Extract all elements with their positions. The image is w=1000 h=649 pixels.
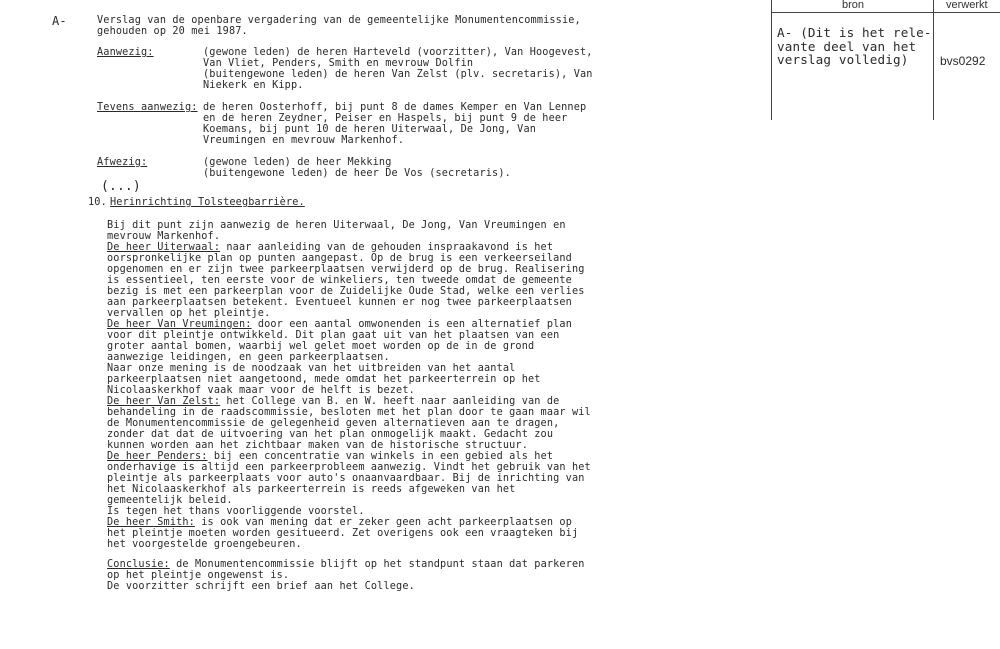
- body-line: groter aantal bomen, waarbij wel gelet moet worden op de in de grond: [107, 341, 535, 352]
- present-line: Van Vliet, Penders, Smith en mevrouw Dolfin: [203, 58, 474, 69]
- speaker-statement: [107, 396, 559, 407]
- present-label: Aanwezig:: [97, 47, 154, 58]
- body-line: Nicolaaskerkhof vaak maar voor de helft is bezet.: [107, 385, 415, 396]
- document-code: bvs0292: [940, 54, 986, 68]
- body-line: Is tegen het thans voorliggende voorstel.: [107, 506, 365, 517]
- report-title-line2: gehouden op 20 mei 1987.: [97, 26, 248, 37]
- statement-text: door een aantal omwonenden is een alternatief plan: [251, 319, 572, 330]
- body-line: voor dit pleintje ontwikkeld. Dit plan gaat uit van het plaatsen van een: [107, 330, 560, 341]
- body-line: De voorzitter schrijft een brief aan het College.: [107, 581, 415, 592]
- body-line: bezig is met een parkeerplan voor de Zuidelijke Oude Stad, welke een verlies: [107, 286, 585, 297]
- body-line: aanwezige leidingen, en geen parkeerplaatsen.: [107, 352, 390, 363]
- present-line: (buitengewone leden) de heren Van Zelst (plv. secretaris), Van: [203, 69, 593, 80]
- statement-text: de Monumentencommissie blijft op het standpunt staan dat parkeren: [169, 559, 585, 570]
- speaker-statement: [107, 242, 553, 253]
- body-line: Naar onze mening is de noodzaak van het uitbreiden van het aantal: [107, 363, 516, 374]
- also-present-line: Koemans, bij punt 10 de heren Uiterwaal, De Jong, Van: [203, 124, 537, 135]
- statement-text: het College van B. en W. heeft naar aanleiding van de: [220, 396, 560, 407]
- present-line: (gewone leden) de heren Harteveld (voorzitter), Van Hoogevest,: [203, 47, 593, 58]
- speaker-name: De heer Van Vreumingen:: [107, 319, 252, 330]
- item-title: Herinrichting Tolsteegbarrière.: [110, 197, 305, 208]
- statement-text: naar aanleiding van de gehouden inspraakavond is het: [220, 242, 554, 253]
- speaker-statement: [107, 319, 572, 330]
- section-marker: A-: [52, 14, 67, 28]
- body-line: mevrouw Markenhof.: [107, 231, 221, 242]
- statement-text: is ook van mening dat er zeker geen acht parkeerplaatsen op: [194, 517, 572, 528]
- speaker-name: De heer Penders:: [107, 451, 208, 462]
- box-header-divider: [771, 12, 1000, 13]
- body-line: het voorgestelde groengebeuren.: [107, 539, 302, 550]
- present-line: Niekerk en Kipp.: [203, 80, 304, 91]
- box-left-border: [771, 0, 772, 120]
- speaker-name: De heer Van Zelst:: [107, 396, 221, 407]
- body-line: kunnen worden aan het zichtbaar maken van de historische structuur.: [107, 440, 528, 451]
- body-line: onderhavige is altijd een parkeerprobleem aanwezig. Vindt het gebruik van het: [107, 462, 591, 473]
- report-title-line1: Verslag van de openbare vergadering van de gemeentelijke Monumentencommissie,: [97, 15, 581, 26]
- body-line: opgenomen en er zijn twee parkeerplaatsen verwijderd op de brug. Realisering: [107, 264, 585, 275]
- statement-text: bij een concentratie van winkels in een gebied als het: [207, 451, 554, 462]
- conclusion-label: Conclusie:: [107, 559, 170, 570]
- body-line: het pleintje moeten worden gesitueerd. Zet overigens ook een vraagteken bij: [107, 528, 579, 539]
- body-line: Bij dit punt zijn aanwezig de heren Uiterwaal, De Jong, Van Vreumingen en: [107, 220, 566, 231]
- also-present-label: Tevens aanwezig:: [97, 102, 198, 113]
- conclusion-statement: [107, 559, 585, 570]
- speaker-name: De heer Uiterwaal:: [107, 242, 221, 253]
- absent-line: (gewone leden) de heer Mekking: [203, 157, 392, 168]
- absent-label: Afwezig:: [97, 157, 148, 168]
- body-line: gemeentelijk beleid.: [107, 495, 233, 506]
- item-number: 10.: [88, 197, 107, 208]
- box-column-divider: [933, 0, 934, 120]
- body-line: de Monumentencommissie de gelegenheid geven alternatieven aan te dragen,: [107, 418, 560, 429]
- column-header-source: bron: [842, 0, 865, 11]
- body-line: aan parkeerplaatsen betekent. Eventueel kunnen er nog twee parkeerplaatsen: [107, 297, 572, 308]
- body-line: op het pleintje ongewenst is.: [107, 570, 290, 581]
- body-line: behandeling in de raadscommissie, besloten met het plan door te gaan maar wil: [107, 407, 591, 418]
- also-present-line: en de heren Zeydner, Peiser en Haspels, bij punt 9 de heer: [203, 113, 568, 124]
- source-note: A- (Dit is het rele- vante deel van het verslag volledig): [777, 25, 932, 68]
- absent-line: (buitengewone leden) de heer De Vos (secretaris).: [203, 168, 511, 179]
- body-line: oorspronkelijke plan op punten aangepast. Op de brug is een verkeerseiland: [107, 253, 572, 264]
- speaker-statement: [107, 451, 553, 462]
- also-present-line: Vreumingen en mevrouw Markenhof.: [203, 135, 405, 146]
- body-line: parkeerplaatsen niet aangetoond, mede omdat het parkeerterrein op het: [107, 374, 541, 385]
- body-line: vervallen op het pleintje.: [107, 308, 271, 319]
- ellipsis-mark: (...): [101, 179, 141, 194]
- body-line: pleintje als parkeerplaats voor auto's onaanvaardbaar. Bij de inrichting van: [107, 473, 585, 484]
- body-line: het Nicolaaskerkhof als parkeerterrein is reeds afgeweken van het: [107, 484, 516, 495]
- body-line: is essentieel, ten eerste voor de winkeliers, ten tweede omdat de gemeente: [107, 275, 572, 286]
- speaker-name: De heer Smith:: [107, 517, 195, 528]
- column-header-processed: verwerkt: [946, 0, 988, 11]
- body-line: zonder dat dat de uitvoering van het plan onmogelijk maakt. Gedacht zou: [107, 429, 554, 440]
- also-present-line: de heren Oosterhoff, bij punt 8 de dames Kemper en Van Lennep: [203, 102, 587, 113]
- speaker-statement: [107, 517, 572, 528]
